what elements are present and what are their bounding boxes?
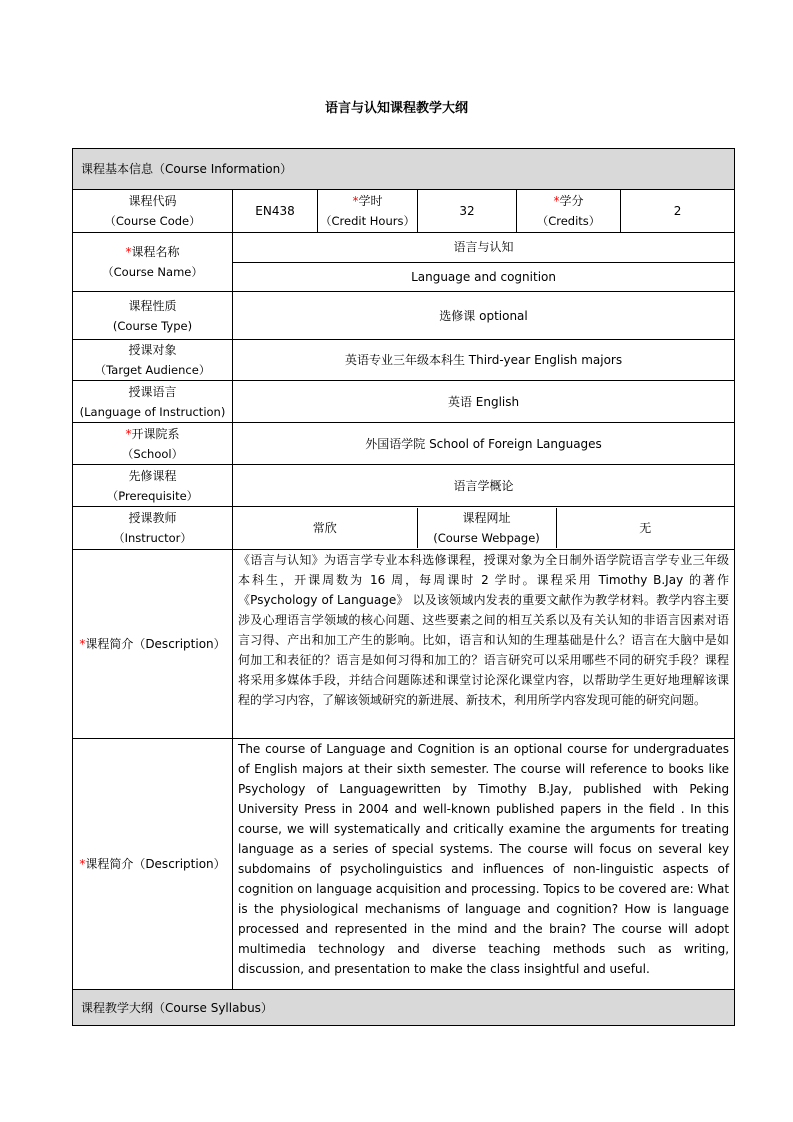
prerequisite-row [73, 465, 735, 507]
description-zh-label-text: 课程简介（Description） [85, 637, 226, 651]
section-course-syllabus: 课程教学大纲（Course Syllabus） [73, 990, 735, 1026]
course-name-label-en: （Course Name） [102, 265, 203, 279]
language-label-zh: 授课语言 [128, 384, 177, 399]
credit-hours-value: 32 [418, 190, 517, 233]
course-code-label-en: （Course Code） [104, 214, 201, 228]
course-name-subtable [233, 233, 734, 291]
course-name-value-zh: 语言与认知 [453, 240, 514, 255]
course-name-row [73, 233, 735, 292]
instructor-row [73, 507, 735, 550]
credits-value: 2 [621, 190, 735, 233]
target-audience-row [73, 340, 735, 381]
webpage-value: 无 [556, 508, 734, 548]
description-en-label-text: 课程简介（Description） [85, 857, 226, 871]
course-name-value-cell [233, 233, 735, 292]
target-audience-label-en: （Target Audience） [94, 363, 211, 377]
webpage-label [417, 508, 556, 548]
required-star: * [553, 194, 560, 208]
webpage-label-zh: 课程网址 [462, 511, 511, 525]
language-value: 英语 English [233, 381, 735, 423]
description-en-label [73, 739, 233, 990]
section-course-information: 课程基本信息（Course Information） [73, 149, 735, 190]
language-label-en: (Language of Instruction) [79, 404, 226, 419]
course-type-value: 选修课 optional [233, 292, 735, 340]
credits-label-en: （Credits） [536, 214, 601, 228]
target-audience-value: 英语专业三年级本科生 Third-year English majors [233, 340, 735, 381]
instructor-webpage-subtable [233, 508, 734, 548]
target-audience-label-zh: 授课对象 [128, 343, 177, 357]
course-code-label-zh: 课程代码 [128, 194, 177, 208]
prerequisite-label [73, 465, 233, 507]
required-star: * [352, 194, 359, 208]
school-label-zh: 开课院系 [131, 426, 180, 441]
required-star: * [125, 245, 132, 259]
language-row [73, 381, 735, 423]
course-name-label-zh: 课程名称 [131, 245, 180, 259]
language-label [73, 381, 233, 423]
instructor-value: 常欣 [312, 521, 337, 535]
description-en-row [73, 739, 735, 990]
required-star: * [79, 637, 86, 651]
course-name-value-en: Language and cognition [233, 262, 734, 291]
school-label [73, 423, 233, 465]
course-type-label-zh: 课程性质 [128, 298, 177, 313]
course-type-label-en: (Course Type) [112, 318, 193, 333]
course-code-label [73, 190, 233, 233]
prerequisite-label-en: （Prerequisite） [106, 488, 199, 503]
course-type-label [73, 292, 233, 340]
required-star: * [125, 426, 132, 441]
school-row [73, 423, 735, 465]
school-value: 外国语学院 School of Foreign Languages [233, 423, 735, 465]
credit-hours-label-en: （Credit Hours） [320, 214, 415, 228]
school-label-en: （School） [121, 446, 184, 461]
course-name-label [73, 233, 233, 292]
target-audience-label [73, 340, 233, 381]
instructor-label-en: （Instructor） [113, 531, 192, 545]
description-zh-row [73, 550, 735, 739]
description-zh-label [73, 550, 233, 739]
instructor-label-zh: 授课教师 [128, 511, 177, 525]
course-info-table [72, 148, 735, 1026]
prerequisite-label-zh: 先修课程 [128, 468, 177, 483]
instructor-label [73, 507, 233, 550]
section-info-row [73, 149, 735, 190]
credit-hours-label-zh: 学时 [358, 194, 383, 208]
description-zh-text: 《语言与认知》为语言学专业本科选修课程，授课对象为全日制外语学院语言学专业三年级本科生，开课周数为 16 周，每周课时 2 学时。课程采用 Timothy B.Jay 的著作《Psychology of Language》 以及该领域内发表的重要文献作为教学材料。教学内容主要涉及心理语言学领域的核心问题、这些要素之间的相互关系以及有关认知的非语言因素对语言习得、产出和加工产生的影响。比如，语言和认知的生理基础是什么？语言在大脑中是如何加工和表征的？语言是如何习得和加工的？语言研究可以采用哪些不同的研究手段？课程将采用多媒体手段，并结合问题陈述和课堂讨论深化课堂内容，以帮助学生更好地理解该课程的学习内容，了解该领域研究的新进展、新技术，利用所学内容发现可能的研究问题。 [233, 550, 735, 739]
prerequisite-value: 语言学概论 [233, 465, 735, 507]
course-code-row [73, 190, 735, 233]
description-en-text: The course of Language and Cognition is an optional course for undergraduates of English majors at their sixth semester. The course will reference to books like Psychology of Languagewritten by Timothy B.Jay, published with Peking University Press in 2004 and well-known published papers in the field . In this course, we will systematically and critically examine the arguments for treating language as a series of special systems. The course will focus on several key subdomains of psycholinguistics and influences of non-linguistic aspects of cognition on language acquisition and processing. Topics to be covered are: What is the physiological mechanisms of language and cognition? How is language processed and represented in the mind and the brain? The course will adopt multimedia technology and diverse teaching methods such as writing, discussion, and presentation to make the class insightful and useful. [233, 739, 735, 990]
webpage-label-en: (Course Webpage) [433, 531, 540, 545]
credits-label-zh: 学分 [559, 194, 584, 208]
course-type-row [73, 292, 735, 340]
section-syllabus-row [73, 990, 735, 1026]
required-star: * [79, 857, 86, 871]
course-code-value: EN438 [233, 190, 318, 233]
instructor-webpage-cell [233, 507, 735, 550]
page-title: 语言与认知课程教学大纲 [324, 101, 468, 116]
credits-label [517, 190, 621, 233]
credit-hours-label [318, 190, 418, 233]
